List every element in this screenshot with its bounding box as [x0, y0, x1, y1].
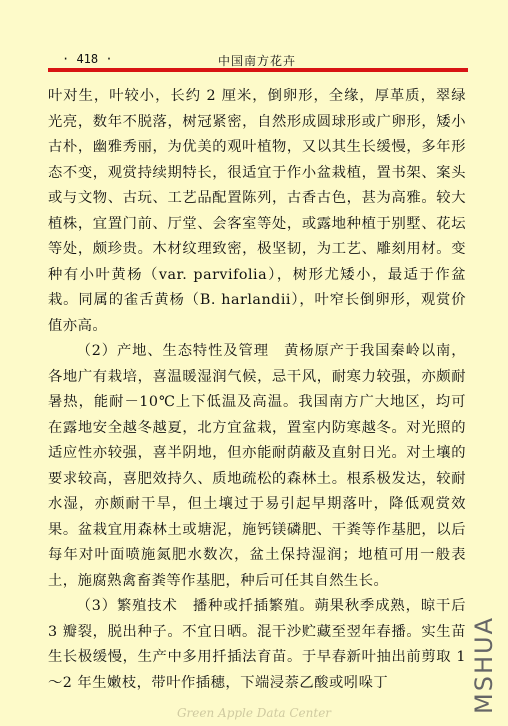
bottom-watermark: Green Apple Data Center — [176, 706, 332, 720]
running-title: 中国南方花卉 — [217, 54, 296, 68]
paragraph-origin-ecology: （2）产地、生态特性及管理 黄杨原产于我国秦岭以南，各地广有栽培，喜温暖湿润气候，忌干风，耐寒力较强，亦颇耐暑热，能耐－10℃上下低温及高温。我国南方广大地区，均可在露地安全越冬越夏，北方宜盆栽，置室内防寒越冬。对光照的适应性亦较强，喜半阴地，但亦能耐荫蔽及直射日光。对土壤的要求较高，喜肥效持久、质地疏松的森林土。根系极发达，较耐水湿，亦颇耐干旱，但土壤过于易引起早期落叶，降低观赏效果。盆栽宜用森林土或塘泥，施钙镁磷肥、干粪等作基肥，以后每年对叶面喷施氮肥水数次，盆土保持湿润；地植可用一般表土，施腐熟禽畜粪等作基肥，种后可任其自然生长。 — [48, 343, 466, 589]
paragraph-propagation: （3）繁殖技术 播种或扦插繁殖。蒴果秋季成熟，晾干后 3 瓣裂，脱出种子。不宜日晒。混干沙贮藏至翌年春播。实生苗生长极缓慢，生产中多用扦插法育苗。于早春新叶抽出前剪取 1～2 年生嫩枝，带叶作插穗，下端浸萘乙酸或吲哚丁 — [48, 598, 466, 691]
body-text — [48, 84, 466, 696]
paragraph-continuation: 叶对生，叶较小，长约 2 厘米，倒卵形，全缘，厚革质，翠绿光亮，数年不脱落，树冠紧密，自然形成圆球形或广卵形，矮小古朴，幽雅秀丽，为优美的观叶植物，又以其生长缓慢，多年形态不变，观赏持续期特长，很适宜于作小盆栽植，置书架、案头或与文物、古玩、工艺品配置陈列，古香古色，甚为高雅。较大植株，宜置门前、厅堂、会客室等处，或露地种植于别墅、花坛等处，颇珍贵。木材纹理致密，极坚韧，为工艺、雕刻用材。变种有小叶黄杨（var. parvifolia），树形尤矮小，最适于作盆栽。同属的雀舌黄杨（B. harlandii），叶窄长倒卵形，观赏价值亦高。 — [48, 88, 466, 334]
header-rule — [48, 68, 468, 72]
side-watermark: MSHUA — [470, 616, 498, 714]
page-number: · 418 · — [62, 52, 113, 66]
